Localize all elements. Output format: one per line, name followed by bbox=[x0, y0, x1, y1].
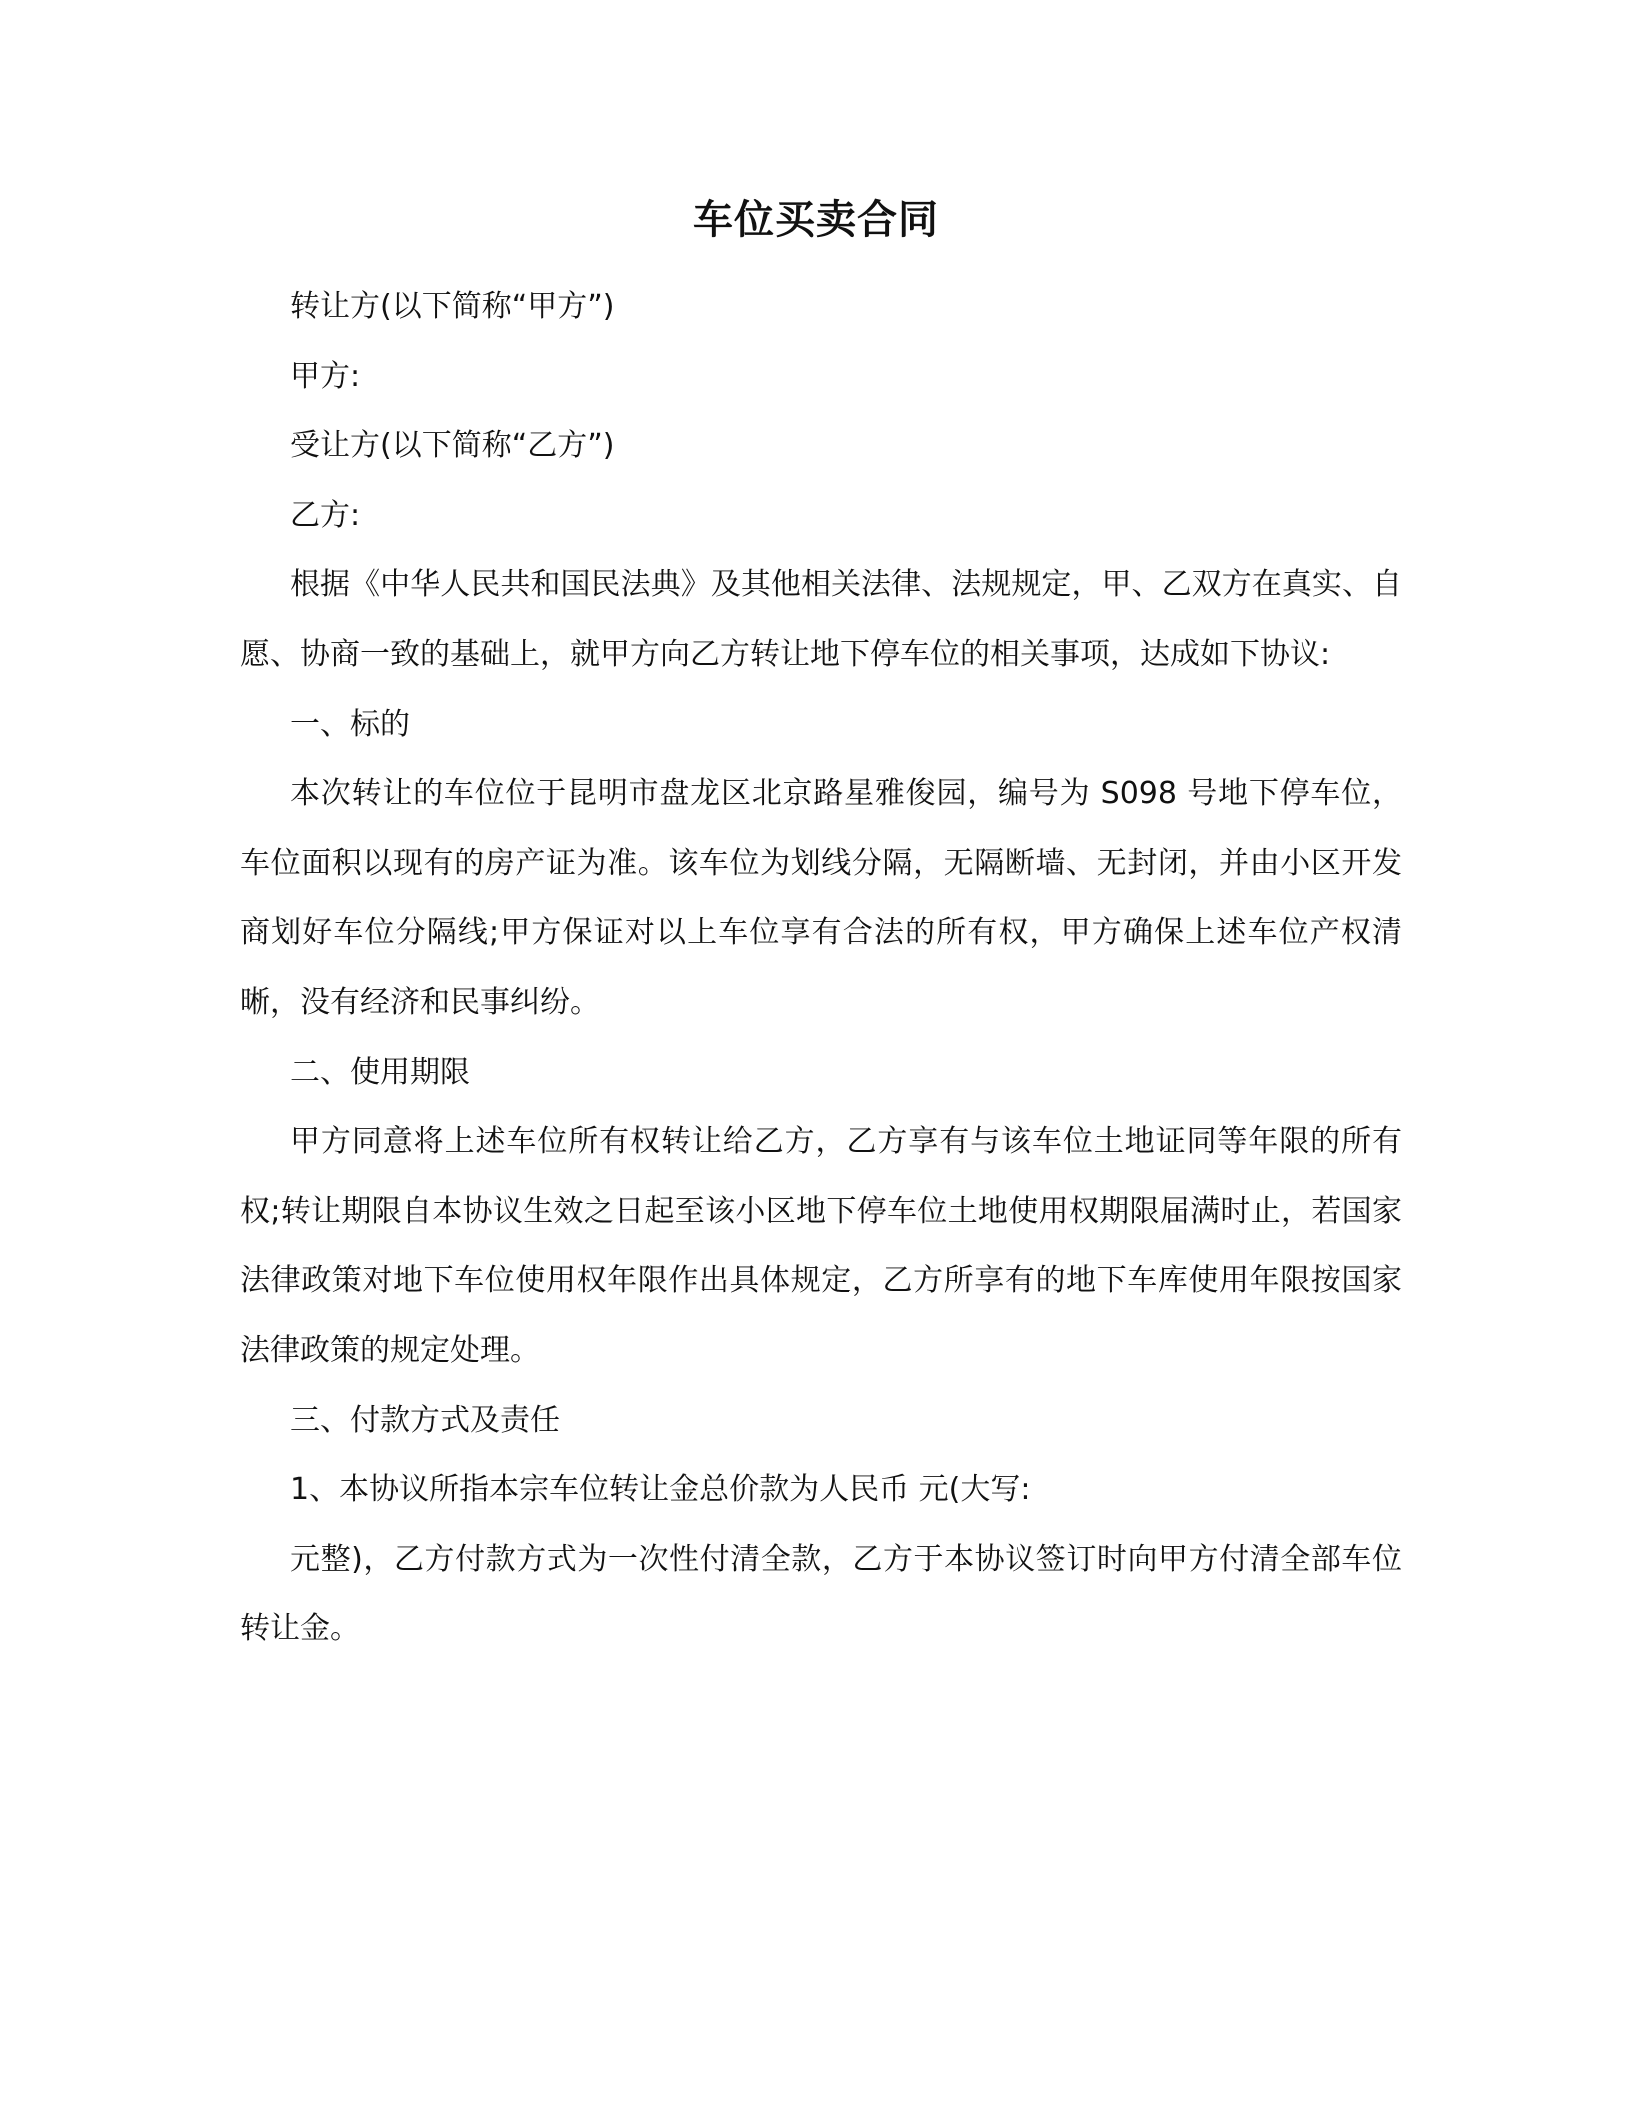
preamble-paragraph: 根据《中华人民共和国民法典》及其他相关法律、法规规定，甲、乙双方在真实、自愿、协商一致的基础上，就甲方向乙方转让地下停车位的相关事项，达成如下协议: bbox=[240, 567, 1402, 672]
payment-clause-1: 1、本协议所指本宗车位转让金总价款为人民币 元(大写: bbox=[290, 1472, 1031, 1508]
term-paragraph: 甲方同意将上述车位所有权转让给乙方，乙方享有与该车位土地证同等年限的所有权;转让期限自本协议生效之日起至该小区地下停车位土地使用权期限届满时止，若国家法律政策对地下车位使用权年限作出具体规定，乙方所享有的地下车库使用年限按国家法律政策的规定处理。 bbox=[240, 1124, 1402, 1368]
transferor-line: 转让方(以下简称“甲方”) bbox=[290, 289, 615, 324]
section-heading-subject: 一、标的 bbox=[290, 706, 410, 742]
section-heading-payment: 三、付款方式及责任 bbox=[290, 1402, 560, 1438]
party-a-line: 甲方: bbox=[290, 358, 361, 394]
party-b-line: 乙方: bbox=[290, 497, 361, 533]
document-body bbox=[240, 272, 1402, 1664]
subject-paragraph: 本次转让的车位位于昆明市盘龙区北京路星雅俊园，编号为 S098 号地下停车位，车位面积以现有的房产证为准。该车位为划线分隔，无隔断墙、无封闭，并由小区开发商划好车位分隔线;甲方保证对以上车位享有合法的所有权，甲方确保上述车位产权清晰，没有经济和民事纠纷。 bbox=[240, 776, 1402, 1020]
document-title: 车位买卖合同 bbox=[693, 197, 939, 243]
payment-clause-1-continued: 元整)，乙方付款方式为一次性付清全款，乙方于本协议签订时向甲方付清全部车位转让金。 bbox=[240, 1541, 1402, 1647]
transferee-line: 受让方(以下简称“乙方”) bbox=[290, 428, 615, 464]
section-heading-term: 二、使用期限 bbox=[290, 1054, 470, 1090]
